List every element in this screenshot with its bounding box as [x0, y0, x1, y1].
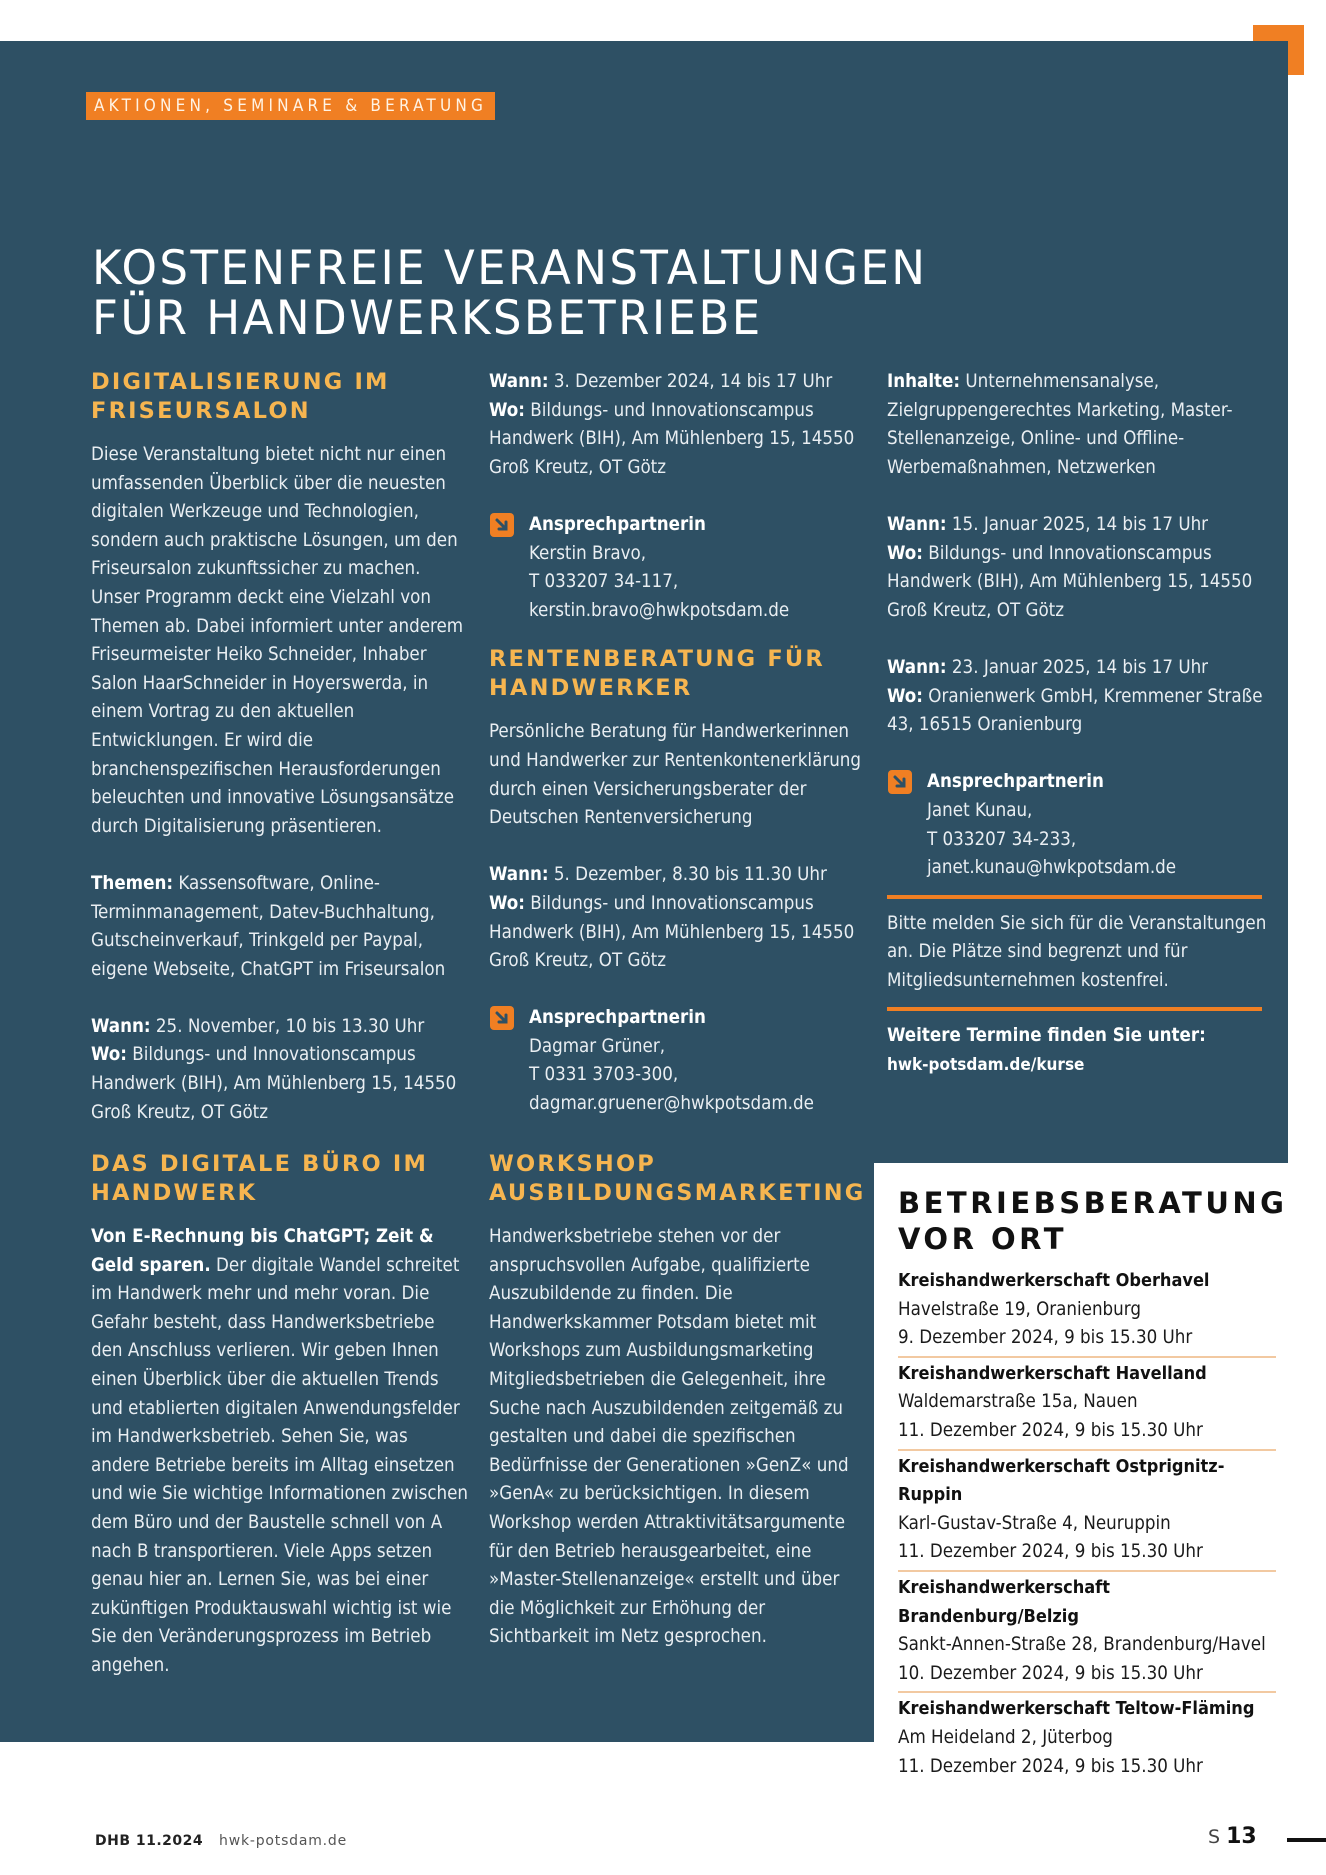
more-dates-label: Weitere Termine finden Sie unter:: [887, 1025, 1206, 1047]
location-item: [898, 1356, 1276, 1449]
event-friseursalon: [91, 368, 471, 1127]
contact-name: Kerstin Bravo,: [529, 542, 647, 564]
contact-block: [489, 1004, 869, 1118]
where-value: Bildungs- und Innovationscampus Handwerk (BIH), Am Mühlenberg 15, 14550 Groß Kreutz, OT Götz: [887, 542, 1253, 621]
location-date: 11. Dezember 2024, 9 bis 15.30 Uhr: [898, 1541, 1203, 1563]
when-label: Wann:: [489, 371, 549, 392]
location-date: 10. Dezember 2024, 9 bis 15.30 Uhr: [898, 1662, 1203, 1684]
box-title: [898, 1185, 1288, 1257]
event-workshop-details: [887, 368, 1267, 1080]
location-name: Kreishandwerkerschaft Ostprignitz-Ruppin: [898, 1455, 1225, 1506]
betriebsberatung-box: [874, 1163, 1326, 1777]
where-value: Bildungs- und Innovationscampus Handwerk (BIH), Am Mühlenberg 15, 14550 Groß Kreutz, OT Götz: [489, 892, 855, 972]
when-value: 15. Januar 2025, 14 bis 17 Uhr: [951, 513, 1209, 535]
event-description: [91, 1223, 471, 1681]
event-where: [489, 397, 869, 483]
where-value: Oranienwerk GmbH, Kremmener Straße 43, 16515 Oranienburg: [887, 685, 1263, 736]
event-contents: [887, 368, 1267, 482]
more-dates-link[interactable]: hwk-potsdam.de/kurse: [887, 1055, 1085, 1076]
when-value: 3. Dezember 2024, 14 bis 17 Uhr: [553, 371, 833, 392]
event-description: Diese Veranstaltung bietet nicht nur einen umfassenden Überblick über die neuesten digitalen Werkzeuge und Technologien, sondern auch praktische Lösungen, um den Friseursalon zukunftssicher zu machen. Unser Programm deckt eine Vielzahl von Themen ab. Dabei informiert unter anderem Friseurmeister Heiko Schneider, Inhaber Salon HaarSchneider in Hoyerswerda, in einem Vortrag zu den aktuellen Entwicklungen. Er wird die branchenspezifischen Herausforderungen beleuchten und innovative Lösungsansätze durch Digitalisierung präsentieren.: [91, 444, 464, 837]
contact-email[interactable]: janet.kunau@hwkpotsdam.de: [927, 857, 1177, 879]
location-name: Kreishandwerkerschaft Brandenburg/Belzig: [898, 1576, 1110, 1627]
contact-email[interactable]: dagmar.gruener@hwkpotsdam.de: [529, 1093, 814, 1115]
divider: [887, 895, 1262, 899]
box-title-line-2: VOR ORT: [898, 1222, 1067, 1256]
when-label: Wann:: [887, 656, 947, 678]
section-tag: AKTIONEN, SEMINARE & BERATUNG: [86, 92, 495, 120]
contact-email[interactable]: kerstin.bravo@hwkpotsdam.de: [529, 599, 790, 621]
contact-heading: Ansprechpartnerin: [529, 513, 706, 535]
registration-notice: Bitte melden Sie sich für die Veranstaltungen an. Die Plätze sind begrenzt und für Mitgliedsunternehmen kostenfrei.: [887, 912, 1267, 991]
page-title-line-1: KOSTENFREIE VERANSTALTUNGEN: [92, 241, 928, 296]
location-address: Sankt-Annen-Straße 28, Brandenburg/Havel: [898, 1634, 1266, 1656]
arrow-down-right-icon: [888, 770, 912, 794]
footer-issue: [95, 1832, 347, 1849]
contact-phone[interactable]: T 0331 3703-300,: [529, 1064, 679, 1086]
page-marker-line: [1287, 1838, 1326, 1842]
event-when: [91, 1013, 471, 1042]
location-address: Havelstraße 19, Oranienburg: [898, 1298, 1141, 1320]
location-name: Kreishandwerkerschaft Teltow-Fläming: [898, 1698, 1255, 1720]
event-where: [887, 540, 1267, 626]
event-friseursalon-continued: [489, 368, 869, 1119]
page-number-value: 13: [1226, 1824, 1257, 1849]
page-title: [92, 241, 928, 346]
event-description: Handwerksbetriebe stehen vor der anspruchsvollen Aufgabe, qualifizierte Auszubildende zu finden. Die Handwerkskammer Potsdam bietet mit Workshops zum Ausbildungsmarketing Mitgliedsbetrieben die Gelegenheit, ihre Suche nach Auszubildenden zeitgemäß zu gestalten und dabei die spezifischen Bedürfnisse der Generationen »GenZ« und »GenA« zu berücksichtigen. In diesem Workshop werden Attraktivitätsargumente für den Betrieb herausgearbeitet, eine »Master-Stellenanzeige« erstellt und über die Möglichkeit zur Erhöhung der Sichtbarkeit im Netz gesprochen.: [489, 1226, 849, 1648]
when-value: 25. November, 10 bis 13.30 Uhr: [155, 1015, 425, 1037]
location-item: [898, 1267, 1276, 1356]
event-when: [489, 861, 869, 890]
when-label: Wann:: [887, 513, 947, 535]
location-address: Am Heideland 2, Jüterbog: [898, 1726, 1113, 1748]
location-address: Karl-Gustav-Straße 4, Neuruppin: [898, 1512, 1171, 1534]
arrow-down-right-icon: [490, 513, 514, 537]
location-date: 11. Dezember 2024, 9 bis 15.30 Uhr: [898, 1419, 1203, 1441]
when-value: 23. Januar 2025, 14 bis 17 Uhr: [951, 656, 1209, 678]
event-body: Der digitale Wandel schreitet im Handwerk mehr und mehr voran. Die Gefahr besteht, dass Handwerksbetriebe den Anschluss verlieren. Wir geben Ihnen einen Überblick über die aktuellen Trends und etablierten digitalen Anwendungsfelder im Handwerksbetrieb. Sehen Sie, was andere Betriebe bereits im Alltag einsetzen und wie Sie wichtige Informationen zwischen dem Büro und der Baustelle schnell von A nach B transportieren. Viele Apps setzen genau hier an. Lernen Sie, was bei einer zukünftigen Produktauswahl wichtig ist wie Sie den Veränderungsprozess im Betrieb angehen.: [91, 1254, 469, 1676]
contents-label: Inhalte:: [887, 371, 961, 392]
page-number: [1208, 1824, 1257, 1849]
footer-site: hwk-potsdam.de: [219, 1833, 348, 1849]
event-when: [887, 511, 1267, 540]
event-where: [91, 1041, 471, 1127]
location-item: [898, 1570, 1276, 1691]
arrow-down-right-icon: [490, 1006, 514, 1030]
location-address: Waldemarstraße 15a, Nauen: [898, 1391, 1138, 1413]
contact-heading: Ansprechpartnerin: [927, 771, 1104, 793]
location-item: [898, 1691, 1276, 1784]
contact-name: Janet Kunau,: [927, 799, 1033, 821]
location-item: [898, 1449, 1276, 1570]
topics-label: Themen:: [91, 872, 174, 894]
contact-phone[interactable]: T 033207 34-233,: [927, 828, 1077, 850]
location-name: Kreishandwerkerschaft Oberhavel: [898, 1270, 1210, 1291]
contact-phone[interactable]: T 033207 34-117,: [529, 571, 679, 593]
page-title-line-2: FÜR HANDWERKSBETRIEBE: [92, 291, 763, 346]
box-title-line-1: BETRIEBSBERATUNG: [898, 1186, 1288, 1220]
topics-value: Kassensoftware, Online-Terminmanagement, Datev-Buchhaltung, Gutscheinverkauf, Trinkgeld per Paypal, eigene Webseite, ChatGPT im Friseursalon: [91, 872, 446, 980]
event-description: Persönliche Beratung für Handwerkerinnen und Handwerker zur Rentenkontenerklärung durch einen Versicherungsberater der Deutschen Rentenversicherung: [489, 721, 862, 829]
contact-block: [489, 511, 869, 625]
event-title: DAS DIGITALE BÜRO IM HANDWERK: [91, 1151, 429, 1206]
where-label: Wo:: [489, 892, 525, 914]
event-topics: [91, 870, 471, 984]
location-date: 11. Dezember 2024, 9 bis 15.30 Uhr: [898, 1755, 1203, 1777]
where-label: Wo:: [887, 542, 923, 564]
where-value: Bildungs- und Innovationscampus Handwerk (BIH), Am Mühlenberg 15, 14550 Groß Kreutz, OT Götz: [489, 399, 855, 478]
where-label: Wo:: [489, 399, 525, 421]
event-workshop: [489, 1150, 869, 1652]
location-date: 9. Dezember 2024, 9 bis 15.30 Uhr: [898, 1327, 1193, 1349]
location-name: Kreishandwerkerschaft Havelland: [898, 1362, 1207, 1384]
contact-heading: Ansprechpartnerin: [529, 1007, 706, 1029]
contents-value: Unternehmensanalyse, Zielgruppengerechtes Marketing, Master-Stellenanzeige, Online- und Offline-Werbemaßnahmen, Netzwerken: [887, 371, 1233, 478]
divider: [887, 1007, 1262, 1011]
event-digitales-buero: [91, 1150, 471, 1681]
event-where: [489, 890, 869, 976]
event-title: WORKSHOP AUSBILDUNGSMARKETING: [489, 1151, 866, 1206]
contact-name: Dagmar Grüner,: [529, 1035, 666, 1057]
issue-label: DHB 11.2024: [95, 1833, 204, 1849]
when-label: Wann:: [91, 1015, 151, 1037]
event-lead: Von E-Rechnung bis ChatGPT; Zeit & Geld sparen.: [91, 1226, 434, 1276]
where-value: Bildungs- und Innovationscampus Handwerk (BIH), Am Mühlenberg 15, 14550 Groß Kreutz, OT Götz: [91, 1044, 457, 1123]
where-label: Wo:: [887, 685, 923, 707]
event-title: RENTENBERATUNG FÜR HANDWERKER: [489, 646, 825, 702]
page-prefix: S: [1208, 1826, 1221, 1848]
event-when: [887, 654, 1267, 683]
event-where: [887, 683, 1267, 740]
where-label: Wo:: [91, 1044, 127, 1066]
contact-block: [887, 768, 1267, 882]
event-title: DIGITALISIERUNG IM FRISEURSALON: [91, 369, 390, 424]
when-value: 5. Dezember, 8.30 bis 11.30 Uhr: [553, 864, 827, 886]
event-when: [489, 368, 869, 397]
when-label: Wann:: [489, 864, 549, 886]
